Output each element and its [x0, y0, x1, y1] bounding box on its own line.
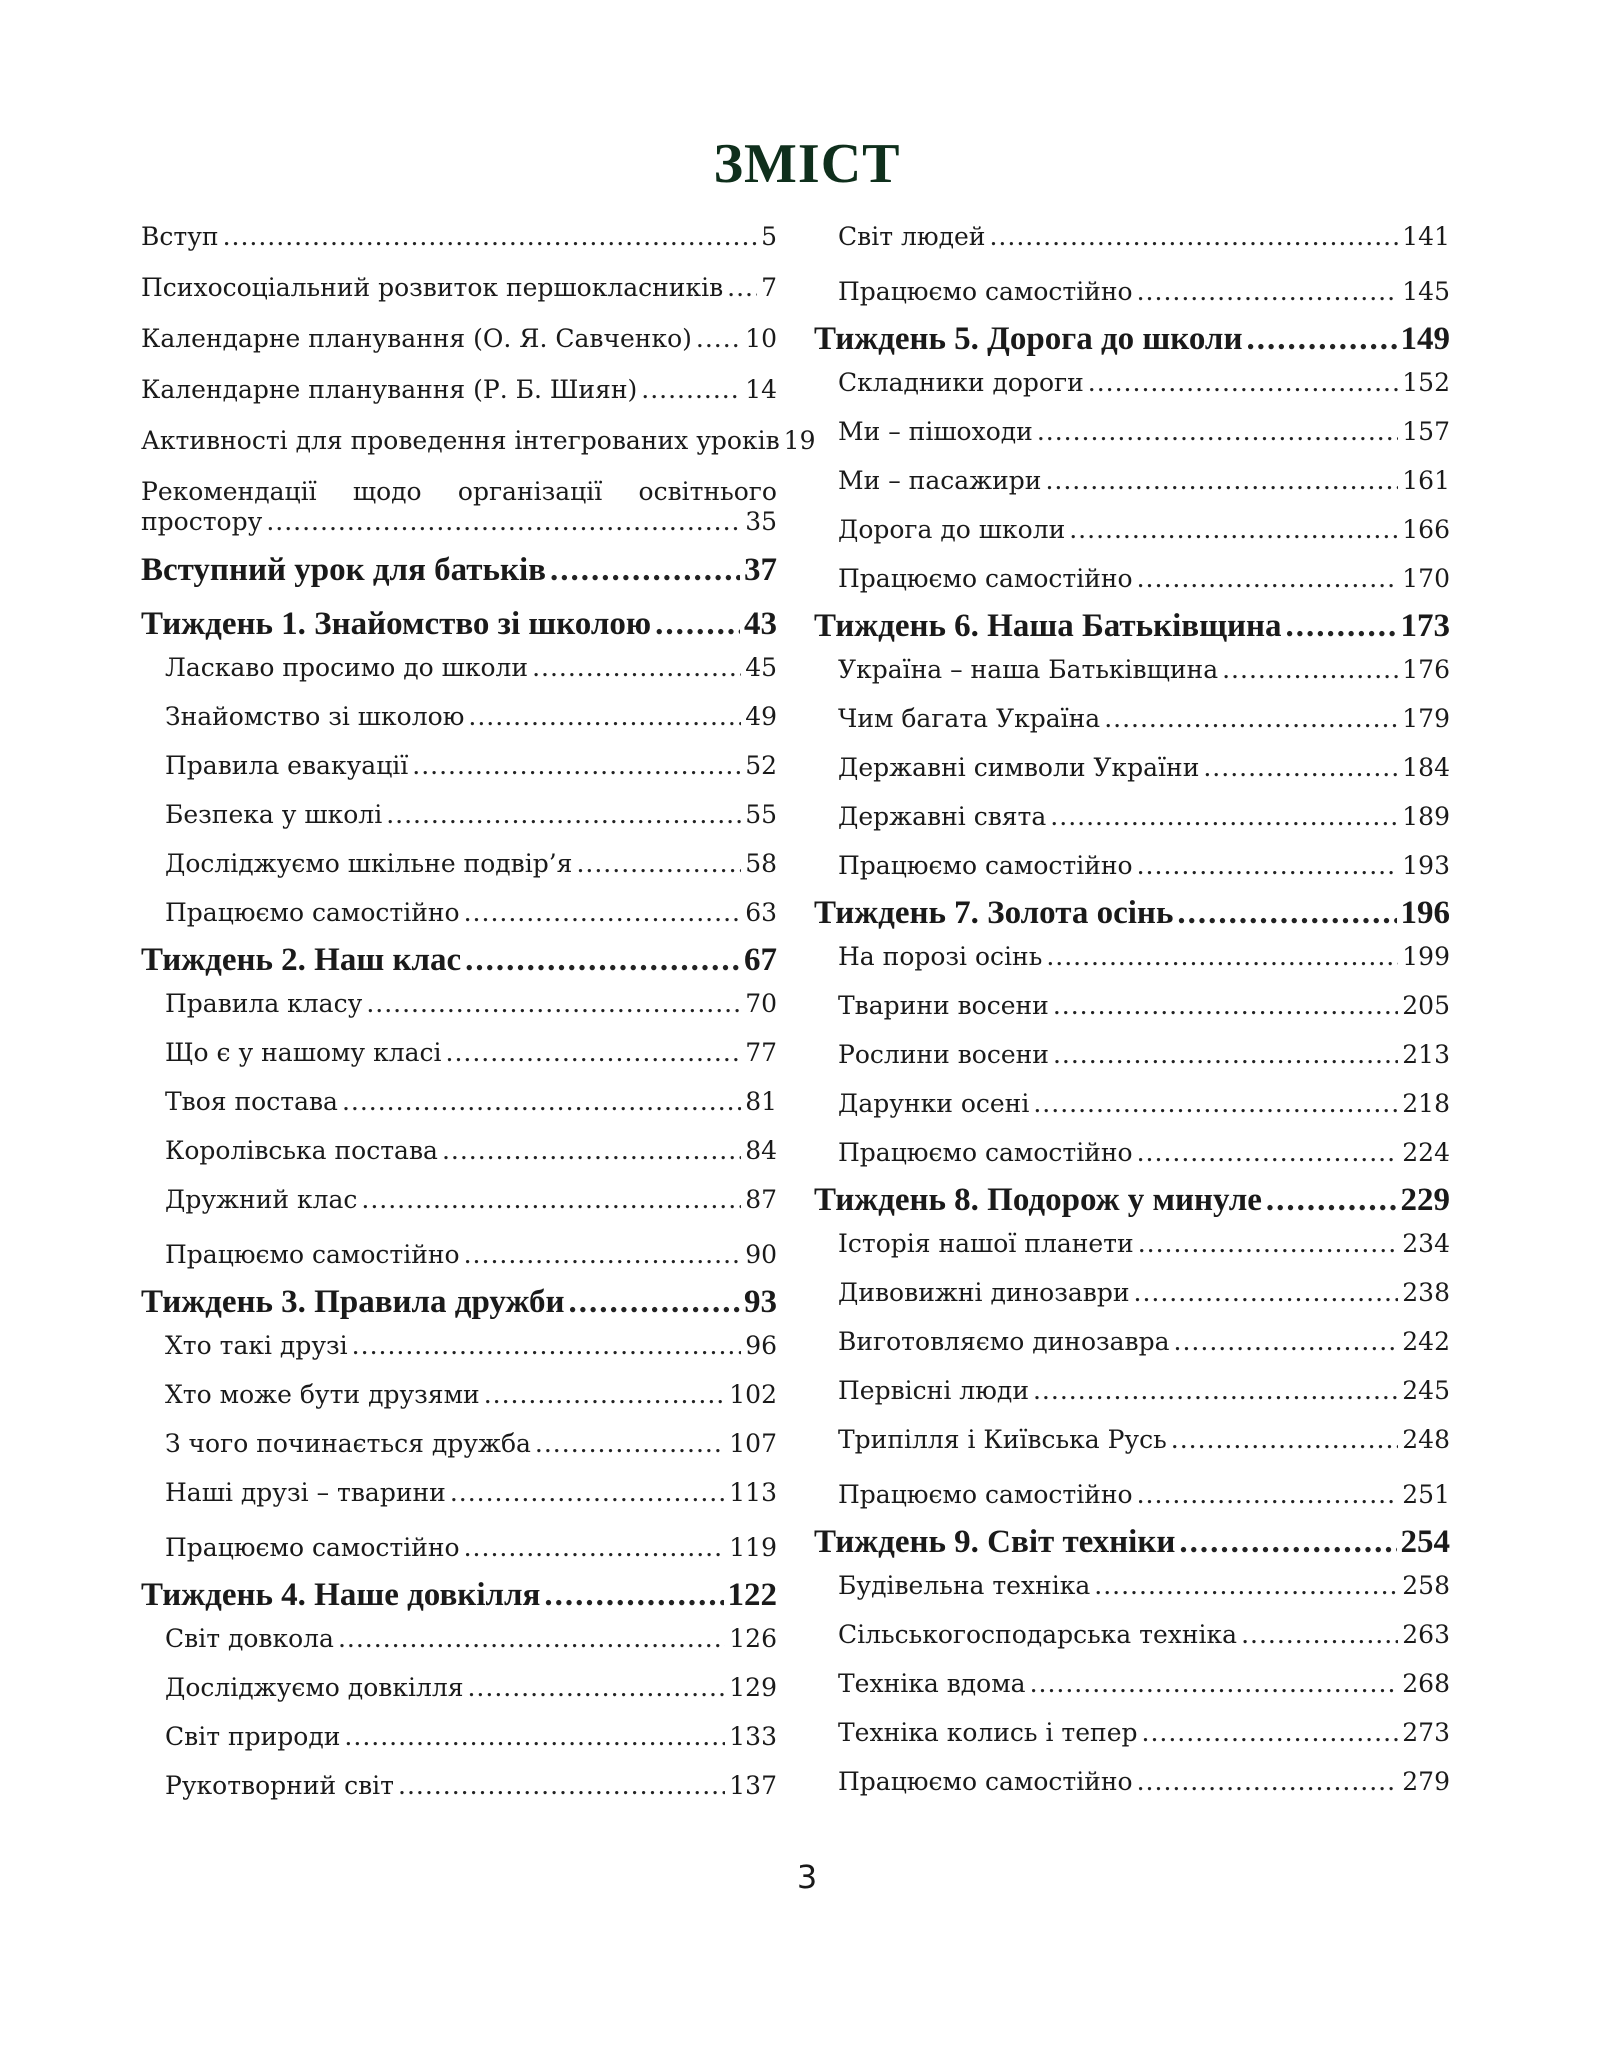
toc-entry-label: Твоя постава — [165, 1087, 338, 1116]
toc-entry-page: 119 — [729, 1533, 777, 1562]
toc-entry-label: Працюємо самостійно — [838, 851, 1133, 880]
toc-entry-label: Україна – наша Батьківщина — [838, 655, 1219, 684]
toc-entry[interactable] — [814, 753, 1450, 783]
toc-entry-label: Вступ — [141, 222, 219, 251]
dot-leader — [544, 1576, 723, 1614]
dot-leader — [446, 1038, 742, 1068]
toc-entry[interactable] — [814, 417, 1450, 447]
toc-entry-page: 77 — [745, 1038, 777, 1067]
toc-entry[interactable] — [814, 1376, 1450, 1406]
toc-entry-page: 126 — [729, 1624, 777, 1653]
toc-entry-page: 179 — [1402, 704, 1450, 733]
toc-entry-page: 52 — [745, 751, 777, 780]
toc-entry-label: Досліджуємо шкільне подвір’я — [165, 849, 573, 878]
dot-leader — [1137, 1767, 1399, 1797]
toc-entry-label: Хто такі друзі — [165, 1331, 348, 1360]
toc-entry-label: Дарунки осені — [838, 1089, 1030, 1118]
toc-entry-label: Складники дороги — [838, 368, 1084, 397]
dot-leader — [266, 507, 741, 537]
dot-leader — [352, 1331, 742, 1361]
toc-entry-label: Світ природи — [165, 1722, 341, 1751]
dot-leader — [532, 653, 741, 683]
toc-entry[interactable] — [814, 704, 1450, 734]
toc-entry-label: Світ людей — [838, 222, 986, 251]
toc-section-week-2[interactable] — [141, 941, 777, 979]
toc-entry-page: 279 — [1402, 1767, 1450, 1796]
toc-entry-label: Ми – пішоходи — [838, 417, 1033, 446]
toc-entry-label: Тварини восени — [838, 991, 1049, 1020]
toc-entry-page: 218 — [1402, 1089, 1450, 1118]
toc-right-column — [814, 222, 1450, 1797]
dot-leader — [366, 989, 741, 1019]
toc-section-page: 149 — [1400, 321, 1450, 357]
toc-entry-label: простору — [141, 507, 263, 536]
toc-entry-label: Працюємо самостійно — [165, 1533, 460, 1562]
toc-section-label: Тиждень 4. Наше довкілля — [141, 1577, 541, 1613]
toc-entry[interactable] — [141, 1038, 777, 1068]
dot-leader — [1171, 1425, 1399, 1455]
dot-leader — [468, 702, 741, 732]
dot-leader — [1053, 991, 1398, 1021]
dot-leader — [1037, 417, 1398, 447]
dot-leader — [550, 551, 740, 589]
dot-leader — [1177, 894, 1396, 932]
toc-entry[interactable] — [141, 702, 777, 732]
toc-section-page: 67 — [744, 942, 777, 978]
toc-entry[interactable] — [814, 1480, 1450, 1510]
word: щодо — [352, 477, 422, 506]
toc-entry[interactable] — [141, 898, 777, 928]
toc-entry-label: Працюємо самостійно — [838, 1138, 1133, 1167]
toc-section-label: Тиждень 1. Знайомство зі школою — [141, 606, 652, 642]
toc-entry-line — [141, 477, 777, 507]
toc-entry-page: 224 — [1402, 1138, 1450, 1167]
toc-entry-page: 19 — [783, 426, 816, 455]
toc-entry[interactable] — [141, 1380, 777, 1410]
toc-entry[interactable] — [814, 1089, 1450, 1119]
dot-leader — [1046, 942, 1398, 972]
dot-leader — [655, 605, 740, 643]
toc-entry-page: 90 — [745, 1240, 777, 1269]
toc-entry-page: 14 — [745, 375, 777, 404]
toc-entry-page: 84 — [745, 1136, 777, 1165]
toc-entry-label: Дивовижні динозаври — [838, 1278, 1130, 1307]
toc-section-page: 254 — [1400, 1524, 1450, 1560]
toc-entry[interactable] — [814, 655, 1450, 685]
toc-entry-page: 245 — [1402, 1376, 1450, 1405]
toc-section-page: 37 — [744, 552, 777, 588]
toc-entry[interactable] — [814, 1767, 1450, 1797]
dot-leader — [1137, 1480, 1399, 1510]
toc-entry[interactable] — [141, 1771, 777, 1801]
dot-leader — [1241, 1620, 1398, 1650]
dot-leader — [361, 1185, 741, 1215]
dot-leader — [641, 375, 741, 405]
dot-leader — [464, 1533, 726, 1563]
toc-section-label: Тиждень 6. Наша Батьківщина — [814, 608, 1282, 644]
dot-leader — [450, 1478, 725, 1508]
toc-entry[interactable] — [814, 222, 1450, 252]
toc-entry-multiline[interactable] — [141, 477, 777, 537]
toc-section-week-5[interactable] — [814, 320, 1450, 358]
dot-leader — [535, 1429, 725, 1459]
toc-entry-label: Що є у нашому класі — [165, 1038, 442, 1067]
toc-entry[interactable] — [814, 942, 1450, 972]
toc-entry-page: 152 — [1402, 368, 1450, 397]
toc-entry-label: Ласкаво просимо до школи — [165, 653, 529, 682]
toc-entry-page: 5 — [761, 222, 777, 251]
toc-entry[interactable] — [814, 851, 1450, 881]
toc-entry-label: Правила евакуації — [165, 751, 409, 780]
toc-entry[interactable] — [814, 1229, 1450, 1259]
toc-entry-label: Ми – пасажири — [838, 466, 1042, 495]
toc-section-week-7[interactable] — [814, 894, 1450, 932]
toc-entry-page: 170 — [1402, 564, 1450, 593]
toc-section-label: Вступний урок для батьків — [141, 552, 546, 588]
toc-section-week-4[interactable] — [141, 1576, 777, 1614]
toc-entry[interactable] — [814, 466, 1450, 496]
toc-entry-label: Активності для проведення інтегрованих уроків — [141, 426, 780, 455]
toc-entry-label: Наші друзі – тварини — [165, 1478, 446, 1507]
toc-entry[interactable] — [141, 375, 777, 405]
dot-leader — [1137, 1138, 1399, 1168]
page-title: ЗМІСТ — [713, 133, 901, 195]
toc-entry-page: 242 — [1402, 1327, 1450, 1356]
toc-entry-page: 58 — [745, 849, 777, 878]
toc-entry-page: 63 — [745, 898, 777, 927]
toc-entry-label: Рукотворний світ — [165, 1771, 395, 1800]
toc-section-page: 229 — [1400, 1182, 1450, 1218]
dot-leader — [1045, 466, 1398, 496]
dot-leader — [1174, 1327, 1399, 1357]
dot-leader — [696, 324, 741, 354]
toc-entry-label: Первісні люди — [838, 1376, 1029, 1405]
toc-entry[interactable] — [141, 324, 777, 354]
toc-entry-label: Безпека у школі — [165, 800, 383, 829]
dot-leader — [464, 898, 742, 928]
toc-entry[interactable] — [814, 1278, 1450, 1308]
toc-entry-page: 145 — [1402, 277, 1450, 306]
dot-leader — [1203, 753, 1398, 783]
dot-leader — [1142, 1718, 1399, 1748]
toc-entry[interactable] — [141, 426, 816, 456]
toc-entry-page: 7 — [761, 273, 777, 302]
toc-entry-page: 258 — [1402, 1571, 1450, 1600]
toc-entry-label: Працюємо самостійно — [838, 277, 1133, 306]
toc-entry-page: 113 — [729, 1478, 777, 1507]
dot-leader — [1053, 1040, 1398, 1070]
toc-entry-page: 129 — [729, 1673, 777, 1702]
toc-entry-page: 238 — [1402, 1278, 1450, 1307]
toc-entry-label: З чого починається дружба — [165, 1429, 531, 1458]
toc-entry[interactable] — [141, 1087, 777, 1117]
toc-entry-page: 102 — [729, 1380, 777, 1409]
dot-leader — [442, 1136, 741, 1166]
dot-leader — [989, 222, 1398, 252]
toc-entry-page: 49 — [745, 702, 777, 731]
toc-section-week-1[interactable] — [141, 605, 777, 643]
toc-entry-label: Світ довкола — [165, 1624, 334, 1653]
toc-entry-label: Рослини восени — [838, 1040, 1049, 1069]
toc-entry[interactable] — [141, 1722, 777, 1752]
dot-leader — [727, 273, 757, 303]
toc-entry-label: Історія нашої планети — [838, 1229, 1134, 1258]
toc-entry[interactable] — [814, 1040, 1450, 1070]
dot-leader — [484, 1380, 726, 1410]
toc-entry-label: Трипілля і Київська Русь — [838, 1425, 1167, 1454]
toc-entry-label: Знайомство зі школою — [165, 702, 465, 731]
toc-entry[interactable] — [141, 1185, 777, 1215]
toc-entry-line — [141, 507, 777, 537]
toc-entry-page: 10 — [745, 324, 777, 353]
toc-section-week-3[interactable] — [141, 1283, 777, 1321]
toc-entry-label: Працюємо самостійно — [165, 898, 460, 927]
toc-entry-page: 273 — [1402, 1718, 1450, 1747]
dot-leader — [1266, 1181, 1397, 1219]
dot-leader — [398, 1771, 725, 1801]
dot-leader — [1137, 564, 1399, 594]
toc-entry[interactable] — [814, 277, 1450, 307]
toc-entry-page: 45 — [745, 653, 777, 682]
toc-entry-page: 263 — [1402, 1620, 1450, 1649]
toc-entry[interactable] — [814, 368, 1450, 398]
toc-entry-page: 205 — [1402, 991, 1450, 1020]
toc-entry-page: 176 — [1402, 655, 1450, 684]
toc-section-week-8[interactable] — [814, 1181, 1450, 1219]
toc-entry-label: Дорога до школи — [838, 515, 1066, 544]
toc-entry-page: 133 — [729, 1722, 777, 1751]
toc-entry-label: Техніка вдома — [838, 1669, 1026, 1698]
toc-entry[interactable] — [141, 989, 777, 1019]
toc-entry-page: 251 — [1402, 1480, 1450, 1509]
toc-entry-label: На порозі осінь — [838, 942, 1043, 971]
toc-entry-label: Працюємо самостійно — [165, 1240, 460, 1269]
toc-entry-page: 70 — [745, 989, 777, 1018]
toc-entry-page: 199 — [1402, 942, 1450, 971]
toc-entry-page: 157 — [1402, 417, 1450, 446]
word: освітнього — [638, 477, 777, 506]
dot-leader — [338, 1624, 725, 1654]
dot-leader — [1137, 277, 1399, 307]
toc-entry-page: 96 — [745, 1331, 777, 1360]
dot-leader — [1222, 655, 1398, 685]
toc-entry[interactable] — [814, 1425, 1450, 1455]
toc-entry[interactable] — [141, 849, 777, 879]
dot-leader — [223, 222, 758, 252]
toc-entry-page: 55 — [745, 800, 777, 829]
toc-entry-page: 137 — [729, 1771, 777, 1800]
dot-leader — [344, 1722, 725, 1752]
toc-entry[interactable] — [814, 515, 1450, 545]
word: Рекомендації — [141, 477, 317, 506]
toc-entry-label: Дружний клас — [165, 1185, 358, 1214]
dot-leader — [1094, 1571, 1398, 1601]
toc-entry-page: 35 — [745, 507, 777, 536]
toc-entry[interactable] — [141, 1624, 777, 1654]
toc-entry-label: Чим багата Україна — [838, 704, 1101, 733]
toc-entry-label: Працюємо самостійно — [838, 1767, 1133, 1796]
toc-entry-page: 213 — [1402, 1040, 1450, 1069]
toc-entry-label: Виготовляємо динозавра — [838, 1327, 1170, 1356]
toc-entry-label: Працюємо самостійно — [838, 1480, 1133, 1509]
toc-entry[interactable] — [141, 1331, 777, 1361]
toc-entry-label: Працюємо самостійно — [838, 564, 1133, 593]
toc-section-label: Тиждень 2. Наш клас — [141, 942, 462, 978]
toc-entry-label: Хто може бути друзями — [165, 1380, 480, 1409]
dot-leader — [1285, 607, 1396, 645]
toc-entry-label: Досліджуємо довкілля — [165, 1673, 464, 1702]
dot-leader — [465, 941, 740, 979]
dot-leader — [1050, 802, 1398, 832]
toc-entry-label: Психосоціальний розвиток першокласників — [141, 273, 724, 302]
toc-entry-page: 248 — [1402, 1425, 1450, 1454]
toc-entry-page: 189 — [1402, 802, 1450, 831]
toc-entry-label: Календарне планування (Р. Б. Шиян) — [141, 375, 638, 404]
toc-entry-label: Королівська постава — [165, 1136, 438, 1165]
toc-entry[interactable] — [141, 1136, 777, 1166]
toc-section-label: Тиждень 5. Дорога до школи — [814, 321, 1243, 357]
toc-section-label: Тиждень 8. Подорож у минуле — [814, 1182, 1262, 1218]
dot-leader — [1179, 1523, 1396, 1561]
dot-leader — [412, 751, 741, 781]
dot-leader — [1104, 704, 1398, 734]
toc-entry-page: 161 — [1402, 466, 1450, 495]
dot-leader — [1137, 851, 1399, 881]
toc-left-column — [141, 222, 816, 1801]
toc-entry-page: 184 — [1402, 753, 1450, 782]
toc-entry[interactable] — [141, 222, 777, 252]
toc-section-page: 93 — [744, 1284, 777, 1320]
page-number: 3 — [796, 1858, 818, 1896]
toc-entry-label: Будівельна техніка — [838, 1571, 1091, 1600]
dot-leader — [386, 800, 741, 830]
dot-leader — [467, 1673, 725, 1703]
toc-entry[interactable] — [814, 1669, 1450, 1699]
toc-entry-page: 234 — [1402, 1229, 1450, 1258]
toc-section-parents[interactable] — [141, 551, 777, 589]
toc-entry[interactable] — [141, 1533, 777, 1563]
toc-entry-page: 81 — [745, 1087, 777, 1116]
dot-leader — [1088, 368, 1399, 398]
toc-entry-page: 193 — [1402, 851, 1450, 880]
toc-entry[interactable] — [814, 802, 1450, 832]
toc-entry-label: Техніка колись і тепер — [838, 1718, 1138, 1747]
toc-section-page: 196 — [1400, 895, 1450, 931]
toc-entry-label: Державні свята — [838, 802, 1047, 831]
toc-section-label: Тиждень 7. Золота осінь — [814, 895, 1174, 931]
dot-leader — [464, 1240, 742, 1270]
dot-leader — [576, 849, 741, 879]
dot-leader — [1134, 1278, 1399, 1308]
toc-section-week-6[interactable] — [814, 607, 1450, 645]
dot-leader — [569, 1283, 741, 1321]
toc-entry-page: 268 — [1402, 1669, 1450, 1698]
toc-entry[interactable] — [814, 564, 1450, 594]
toc-section-page: 43 — [744, 606, 777, 642]
toc-section-page: 122 — [727, 1577, 777, 1613]
toc-entry-label: Сільськогосподарська техніка — [838, 1620, 1238, 1649]
toc-section-page: 173 — [1400, 608, 1450, 644]
toc-entry[interactable] — [814, 1571, 1450, 1601]
toc-entry-page: 166 — [1402, 515, 1450, 544]
dot-leader — [1138, 1229, 1399, 1259]
dot-leader — [342, 1087, 741, 1117]
toc-section-week-9[interactable] — [814, 1523, 1450, 1561]
toc-entry[interactable] — [141, 273, 777, 303]
toc-entry[interactable] — [814, 1620, 1450, 1650]
dot-leader — [1069, 515, 1398, 545]
toc-entry[interactable] — [141, 653, 777, 683]
toc-entry[interactable] — [141, 1429, 777, 1459]
toc-entry[interactable] — [814, 991, 1450, 1021]
toc-entry[interactable] — [814, 1327, 1450, 1357]
dot-leader — [1033, 1089, 1398, 1119]
toc-entry[interactable] — [141, 1478, 777, 1508]
toc-entry[interactable] — [141, 1673, 777, 1703]
toc-entry-label: Державні символи України — [838, 753, 1200, 782]
toc-entry[interactable] — [141, 800, 777, 830]
toc-entry-page: 87 — [745, 1185, 777, 1214]
dot-leader — [1246, 320, 1396, 358]
toc-entry-label: Календарне планування (О. Я. Савченко) — [141, 324, 692, 353]
toc-section-label: Тиждень 9. Світ техніки — [814, 1524, 1176, 1560]
toc-entry-page: 141 — [1402, 222, 1450, 251]
toc-entry[interactable] — [814, 1718, 1450, 1748]
dot-leader — [1033, 1376, 1398, 1406]
dot-leader — [1030, 1669, 1399, 1699]
toc-section-label: Тиждень 3. Правила дружби — [141, 1284, 565, 1320]
toc-entry-label: Правила класу — [165, 989, 363, 1018]
toc-entry[interactable] — [814, 1138, 1450, 1168]
word: організації — [457, 477, 603, 506]
toc-entry-page: 107 — [729, 1429, 777, 1458]
toc-entry[interactable] — [141, 1240, 777, 1270]
toc-entry[interactable] — [141, 751, 777, 781]
